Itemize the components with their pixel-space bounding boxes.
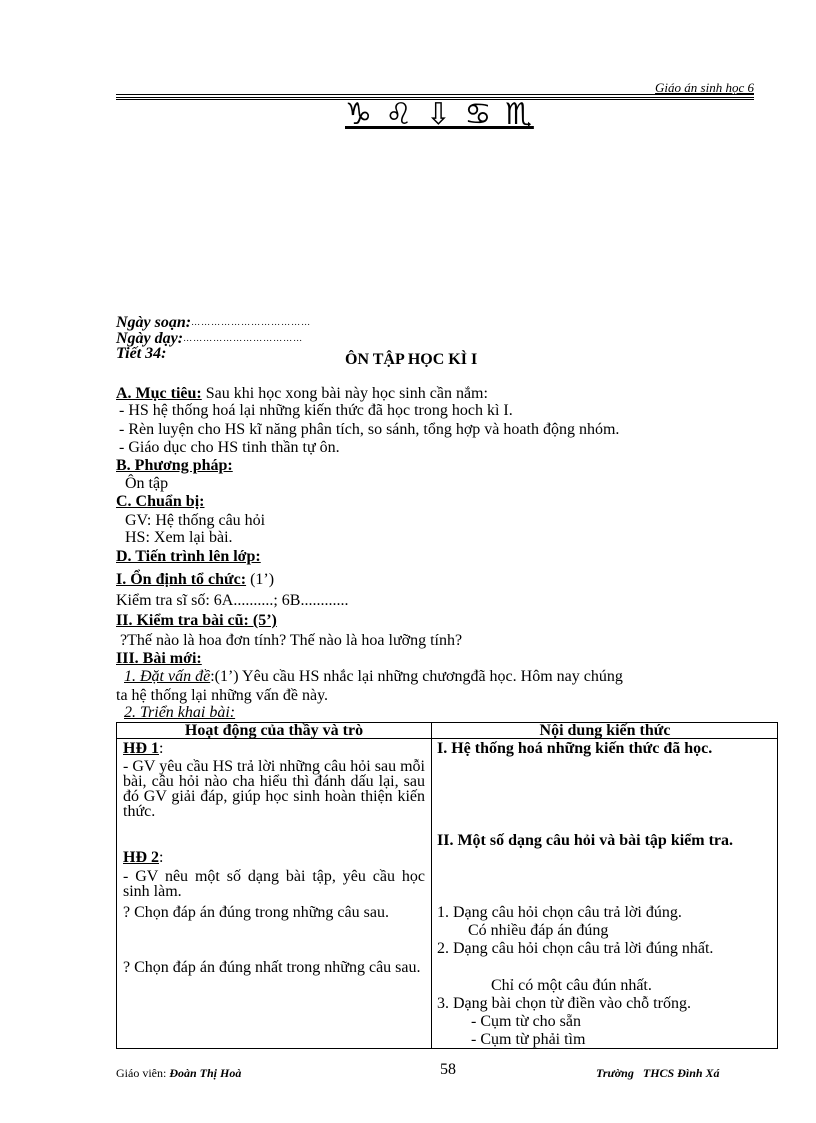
footer-teacher <box>116 1065 241 1081</box>
section-a-heading: A. Mục tiêu: <box>116 385 202 402</box>
objective-item: - HS hệ thống hoá lại những kiến thức đã học trong hoch kì I. <box>119 402 513 419</box>
question-type-3-note-a: - Cụm từ cho sẵn <box>471 1013 581 1030</box>
section-a-intro: Sau khi học xong bài này học sinh cần nắm: <box>201 385 488 402</box>
dat-van-de-line <box>124 669 623 685</box>
section-b-body: Ôn tập <box>125 475 169 492</box>
part-1-time: (1’) <box>246 571 275 588</box>
footer-school <box>596 1065 720 1081</box>
section-b-heading: B. Phương pháp: <box>116 457 233 474</box>
document-header-title: Giáo án sinh học 6 <box>655 80 754 95</box>
part-1-body: Kiểm tra sĩ số: 6A..........; 6B............ <box>116 592 349 609</box>
section-a-line <box>116 386 488 402</box>
question-type-3: 3. Dạng bài chọn từ điền vào chỗ trống. <box>437 995 691 1012</box>
footer-school-name: THCS Đình Xá <box>642 1066 720 1080</box>
footer-page-number: 58 <box>440 1061 456 1078</box>
question-type-2-note: Chỉ có một câu đún nhất. <box>491 977 652 994</box>
decorative-symbols: ♑ ♌ ⇩ ♋ ♏ <box>345 97 534 132</box>
lesson-table <box>116 722 778 1049</box>
header-rule <box>116 94 754 95</box>
part-2-question: ?Thế nào là hoa đơn tính? Thế nào là hoa lưỡng tính? <box>120 632 463 649</box>
table-header-content: Nội dung kiến thức <box>539 722 671 739</box>
hd1-label-line <box>123 741 425 756</box>
section-c-heading: C. Chuẩn bị: <box>116 493 205 510</box>
question-type-3-note-b: - Cụm từ phải tìm <box>471 1031 586 1048</box>
tiet-label: Tiết 34: <box>116 345 167 362</box>
ngay-soan-label: Ngày soạn: <box>116 314 192 331</box>
part-1-heading-line <box>116 572 274 588</box>
objective-item: - Rèn luyện cho HS kĩ năng phân tích, so sánh, tổng hợp và hoath động nhóm. <box>119 421 620 438</box>
footer-teacher-name: Đoàn Thị Hoà <box>169 1066 242 1080</box>
part-2-heading: II. Kiểm tra bài cũ: (5’) <box>116 612 277 629</box>
ngay-day-label: Ngày dạy: <box>116 330 184 347</box>
section-c-gv: GV: Hệ thống câu hỏi <box>125 512 266 529</box>
footer-school-label: Trường <box>596 1066 634 1080</box>
content-heading-2: II. Một số dạng câu hỏi và bài tập kiểm tra. <box>437 832 734 849</box>
ngay-soan-dots: ……………………………… <box>191 317 312 327</box>
lesson-title: ÔN TẬP HỌC KÌ I <box>345 351 478 368</box>
question-type-2: 2. Dạng câu hỏi chọn câu trả lời đúng nhất. <box>437 940 714 957</box>
section-c-hs: HS: Xem lại bài. <box>125 529 233 546</box>
dat-van-de-text2: ta hệ thống lại những vấn đề này. <box>116 687 329 704</box>
objective-item: - Giáo dục cho HS tinh thần tự ôn. <box>119 439 340 456</box>
question-2: ? Chọn đáp án đúng nhất trong những câu sau. <box>123 959 421 976</box>
hd2-label-line <box>123 850 425 865</box>
trien-khai-label: 2. Triển khai bài: <box>124 704 236 721</box>
hd1-label: HĐ 1 <box>123 740 159 757</box>
hd1-colon: : <box>159 740 164 757</box>
question-type-1-note: Có nhiều đáp án đúng <box>468 922 609 939</box>
hd2-label: HĐ 2 <box>123 849 159 866</box>
dat-van-de-text: :(1’) Yêu cầu HS nhắc lại những chươngđã học. Hôm nay chúng <box>210 668 623 685</box>
table-header-activities: Hoạt động của thầy và trò <box>184 722 364 739</box>
dat-van-de-label: 1. Đặt vấn đề <box>124 668 211 685</box>
question-1: ? Chọn đáp án đúng trong những câu sau. <box>123 904 389 921</box>
question-type-1: 1. Dạng câu hỏi chọn câu trả lời đúng. <box>437 904 682 921</box>
hd1-text: - GV yêu cầu HS trả lời những câu hỏi sau mỗi bài, câu hỏi nào cha hiểu thì đánh dấu lại, sau đó GV giải đáp, giúp học sinh hoàn thiện kiến thức. <box>123 758 425 820</box>
ngay-day-dots: ……………………………… <box>183 333 304 343</box>
part-1-heading: I. Ổn định tổ chức: <box>116 571 247 588</box>
ngay-soan-line <box>116 314 311 331</box>
section-d-heading: D. Tiến trình lên lớp: <box>116 548 261 565</box>
table-column-divider <box>431 723 432 1048</box>
footer-teacher-label: Giáo viên: <box>116 1066 167 1080</box>
part-3-heading: III. Bài mới: <box>116 650 202 667</box>
hd2-text: - GV nêu một số dạng bài tập, yêu cầu học sinh làm. <box>123 868 425 900</box>
hd2-colon: : <box>159 849 164 866</box>
content-heading-1: I. Hệ thống hoá những kiến thức đã học. <box>437 740 713 757</box>
